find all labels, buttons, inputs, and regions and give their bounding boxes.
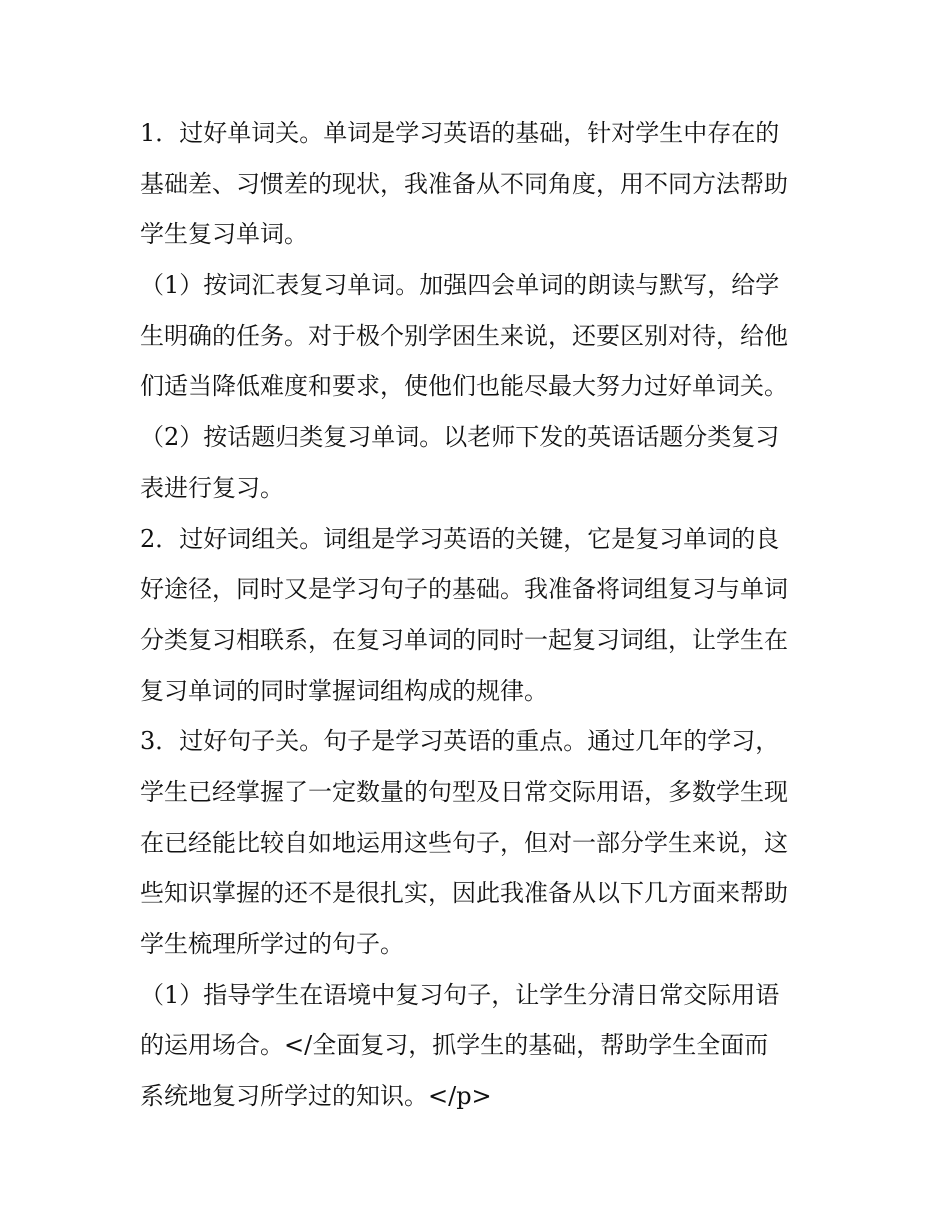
text-line-19: 的运用场合。</全面复习，抓学生的基础，帮助学生全面而: [140, 1031, 769, 1060]
text-line-3: 学生复习单词。: [140, 220, 308, 249]
text-line-13: 3．过好句子关。句子是学习英语的重点。通过几年的学习，: [140, 727, 780, 756]
text-line-5: 生明确的任务。对于极个别学困生来说，还要区别对待，给他: [140, 321, 788, 350]
text-line-7: （2）按话题归类复习单词。以老师下发的英语话题分类复习: [140, 423, 780, 452]
text-line-18: （1）指导学生在语境中复习句子，让学生分清日常交际用语: [140, 980, 780, 1009]
text-line-10: 好途径，同时又是学习句子的基础。我准备将词组复习与单词: [140, 575, 788, 604]
text-line-11: 分类复习相联系，在复习单词的同时一起复习词组，让学生在: [140, 625, 788, 654]
text-line-6: 们适当降低难度和要求，使他们也能尽最大努力过好单词关。: [140, 372, 788, 401]
text-line-20: 系统地复习所学过的知识。</p>: [140, 1082, 492, 1111]
text-line-2: 基础差、习惯差的现状，我准备从不同角度，用不同方法帮助: [140, 169, 788, 198]
text-line-15: 在已经能比较自如地运用这些句子，但对一部分学生来说，这: [140, 828, 788, 857]
text-line-14: 学生已经掌握了一定数量的句型及日常交际用语，多数学生现: [140, 777, 788, 806]
text-line-16: 些知识掌握的还不是很扎实，因此我准备从以下几方面来帮助: [140, 879, 788, 908]
text-line-17: 学生梳理所学过的句子。: [140, 930, 404, 958]
text-line-1: 1．过好单词关。单词是学习英语的基础，针对学生中存在的: [140, 119, 780, 147]
text-line-9: 2．过好词组关。词组是学习英语的关键，它是复习单词的良: [140, 524, 780, 553]
text-line-12: 复习单词的同时掌握词组构成的规律。: [140, 676, 548, 705]
text-line-8: 表进行复习。: [140, 473, 284, 502]
body-text: [140, 108, 830, 1122]
text-line-4: （1）按词汇表复习单词。加强四会单词的朗读与默写，给学: [140, 271, 780, 300]
